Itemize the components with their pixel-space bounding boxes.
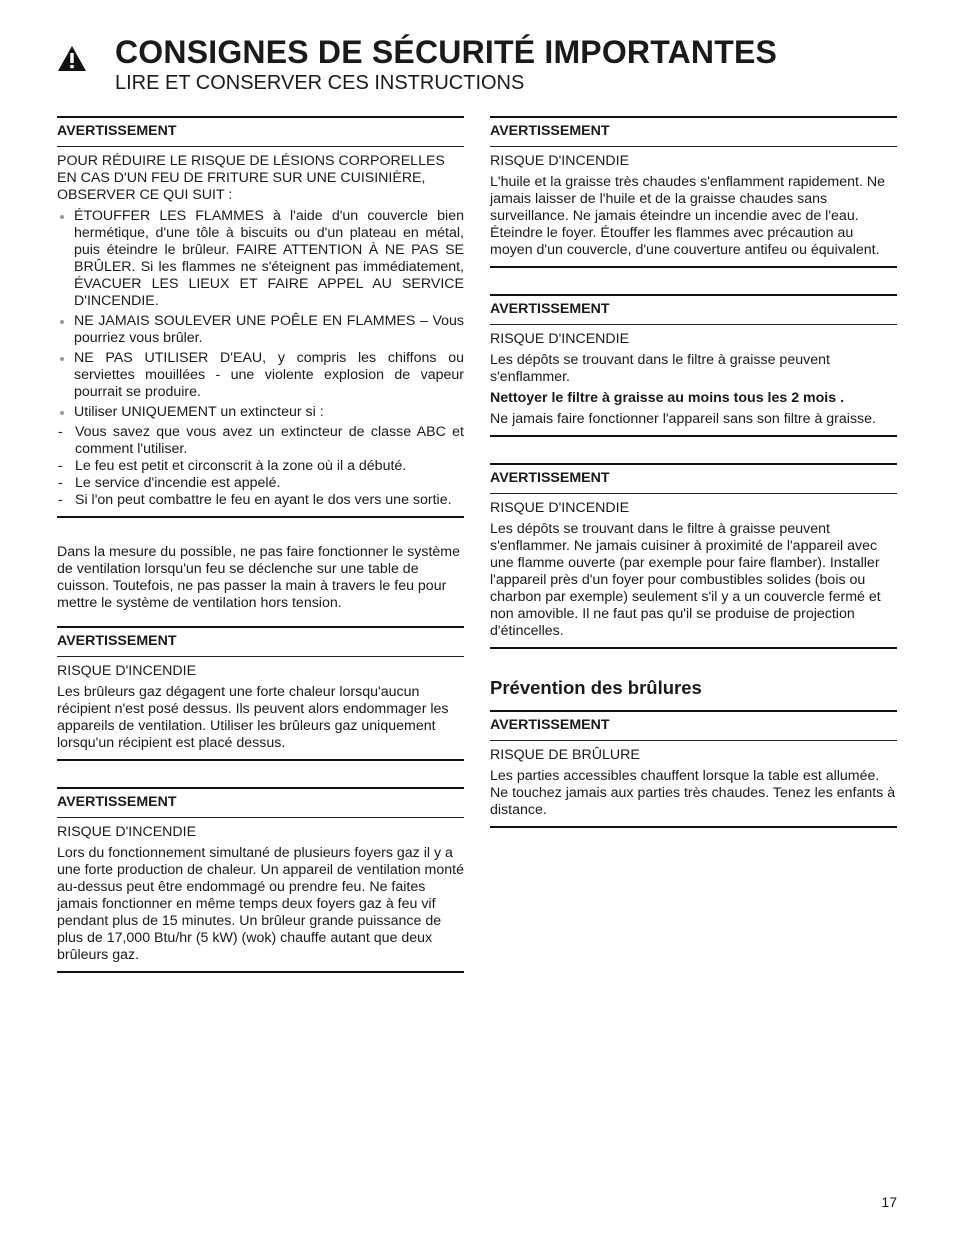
warning-box-simultaneous-burners [57,787,464,973]
warning-heading: AVERTISSEMENT [57,789,464,818]
warning-heading: AVERTISSEMENT [490,712,897,741]
risk-label: RISQUE D'INCENDIE [490,331,630,347]
risk-label: RISQUE D'INCENDIE [57,824,197,840]
warning-heading: AVERTISSEMENT [57,118,464,147]
risk-label: RISQUE D'INCENDIE [57,663,197,679]
bullet-list [57,208,464,421]
warning-heading: AVERTISSEMENT [57,628,464,657]
warning-text: Les brûleurs gaz dégagent une forte chaleur lorsqu'aucun récipient n'est posé dessus. Ils peuvent alors endommager les appareils de ventilation. Utiliser les brûleurs gaz uniquement lorsqu'un récipient est placé dessus. [57,684,449,751]
list-item: Utiliser UNIQUEMENT un extincteur si : [57,404,464,421]
risk-label: RISQUE D'INCENDIE [490,153,630,169]
warning-box-open-flame [490,463,897,649]
left-column [57,116,464,999]
warning-text: Ne jamais faire fonctionner l'appareil sans son filtre à graisse. [490,411,876,427]
warning-box-hot-oil [490,116,897,268]
ventilation-paragraph: Dans la mesure du possible, ne pas faire fonctionner le système de ventilation lorsqu'un feu se déclenche sur une table de cuisson. Toutefois, ne pas passer la main à travers le feu pour mettre le système de ventilation hors tension. [57,544,460,611]
page-number: 17 [881,1194,897,1210]
risk-label: RISQUE DE BRÛLURE [490,747,640,763]
list-item: NE PAS UTILISER D'EAU, y compris les chiffons ou serviettes mouillées - une violente explosion de vapeur pourrait se produire. [57,350,464,401]
warning-text: L'huile et la graisse très chaudes s'enflamment rapidement. Ne jamais laisser de l'huile et de la graisse chaudes sans surveillance. Ne jamais éteindre un incendie avec de l'eau. Éteindre le foyer. Étouffer les flammes avec précaution au moyen d'un couvercle, d'une couverture antifeu ou équivalent. [490,174,885,258]
section-title: Prévention des brûlures [490,677,702,698]
list-item: - Si l'on peut combattre le feu en ayant le dos vers une sortie. [57,492,464,509]
warning-text: Les dépôts se trouvant dans le filtre à graisse peuvent s'enflammer. [490,352,830,385]
warning-text: Les parties accessibles chauffent lorsque la table est allumée. Ne touchez jamais aux parties très chaudes. Tenez les enfants à distance. [490,768,896,818]
list-item: ÉTOUFFER LES FLAMMES à l'aide d'un couvercle bien hermétique, d'une tôle à biscuits ou d'un plateau en métal, puis éteindre le brûleur. FAIRE ATTENTION À NE PAS SE BRÛLER. Si les flammes ne s'éteignent pas immédiatement, ÉVACUER LES LIEUX ET FAIRE APPEL AU SERVICE D'INCENDIE. [57,208,464,310]
warning-heading: AVERTISSEMENT [490,465,897,494]
warning-intro: POUR RÉDUIRE LE RISQUE DE LÉSIONS CORPORELLES EN CAS D'UN FEU DE FRITURE SUR UNE CUISINIÈRE, OBSERVER CE QUI SUIT : [57,153,445,203]
list-item: - Vous savez que vous avez un extincteur de classe ABC et comment l'utiliser. [57,424,464,458]
dash-list [57,424,464,509]
warning-heading: AVERTISSEMENT [490,118,897,147]
warning-heading: AVERTISSEMENT [490,296,897,325]
list-item: - Le service d'incendie est appelé. [57,475,464,492]
list-item: NE JAMAIS SOULEVER UNE POÊLE EN FLAMMES – Vous pourriez vous brûler. [57,313,464,347]
page-subtitle: LIRE ET CONSERVER CES INSTRUCTIONS [115,72,525,94]
right-column [490,116,897,854]
page-title: CONSIGNES DE SÉCURITÉ IMPORTANTES [115,34,778,70]
warning-box-burn [490,710,897,828]
warning-text: Les dépôts se trouvant dans le filtre à graisse peuvent s'enflammer. Ne jamais cuisiner à proximité de l'appareil avec une flamme ouverte (par exemple pour faire flamber). Installer l'appareil près d'un foyer pour combustibles solides (bois ou charbon par exemple) seulement s'il y a un couvercle fermé et non amovible. Il ne faut pas qu'il se produise de projection d'étincelles. [490,521,881,639]
warning-box-grease-filter [490,294,897,437]
warning-box-fire-fry [57,116,464,518]
list-item: - Le feu est petit et circonscrit à la zone où il a débuté. [57,458,464,475]
warning-bold-text: Nettoyer le filtre à graisse au moins tous les 2 mois . [490,390,845,406]
risk-label: RISQUE D'INCENDIE [490,500,630,516]
warning-box-gas-burners [57,626,464,761]
warning-triangle-icon [57,45,87,72]
warning-text: Lors du fonctionnement simultané de plusieurs foyers gaz il y a une forte production de chaleur. Un appareil de ventilation monté au-dessus peut être endommagé ou prendre feu. Ne faites jamais fonctionner en même temps deux foyers gaz à feu vif pendant plus de 15 minutes. Un brûleur grande puissance de plus de 17,000 Btu/hr (5 kW) (wok) chauffe autant que deux brûleurs gaz. [57,845,464,963]
